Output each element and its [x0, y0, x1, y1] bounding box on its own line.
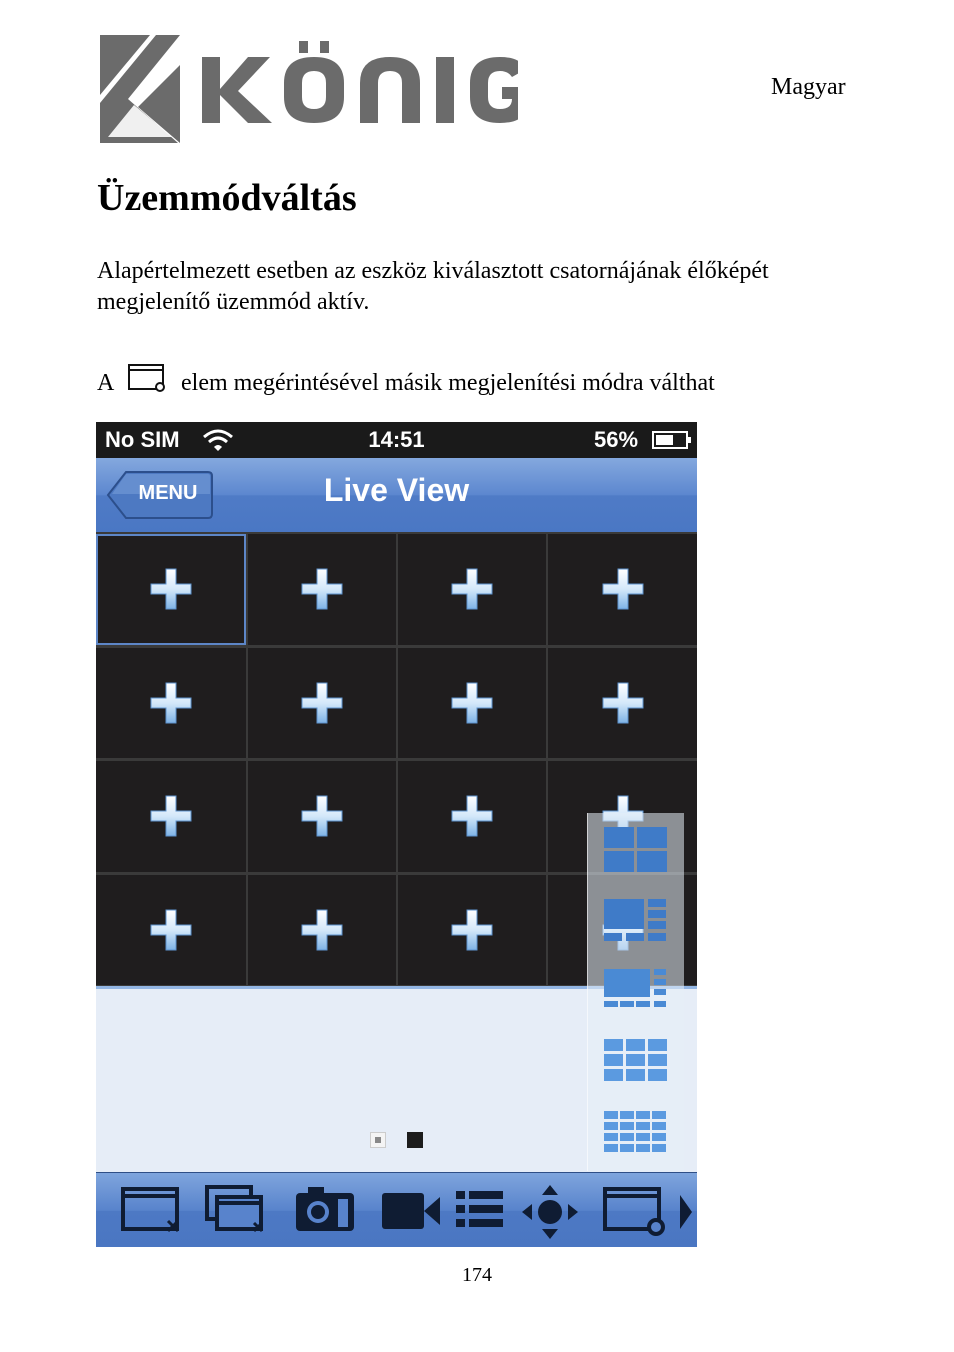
clock-label: 14:51: [368, 427, 425, 452]
instruction-suffix: elem megérintésével másik megjelenítési módra válthat: [181, 370, 715, 396]
plus-icon: [450, 794, 494, 838]
nav-bar: [96, 458, 697, 533]
carrier-label: No SIM: [105, 427, 180, 452]
channel-cell[interactable]: [96, 648, 246, 759]
channel-cell[interactable]: [548, 648, 697, 759]
phone-screenshot: [96, 422, 697, 1247]
layout-mode-panel: [587, 813, 684, 1171]
plus-icon: [300, 681, 344, 725]
layout-switch-icon[interactable]: [602, 1185, 666, 1239]
close-channel-icon[interactable]: [120, 1185, 184, 1239]
8-split-icon[interactable]: [588, 961, 684, 1021]
layout-switch-icon: [127, 362, 167, 394]
channel-cell[interactable]: [398, 761, 546, 872]
ptz-icon[interactable]: [520, 1185, 584, 1239]
6-split-icon[interactable]: [588, 891, 684, 951]
channel-cell[interactable]: [548, 534, 697, 645]
plus-icon: [149, 567, 193, 611]
plus-icon: [450, 908, 494, 952]
nav-title: Live View: [323, 472, 470, 508]
16-split-icon[interactable]: [588, 1103, 684, 1163]
channel-cell[interactable]: [248, 648, 396, 759]
channel-cell[interactable]: [398, 648, 546, 759]
channel-cell[interactable]: [96, 875, 246, 986]
close-all-icon[interactable]: [204, 1185, 268, 1239]
intro-paragraph: Alapértelmezett esetben az eszköz kiválasztott csatornájának élőképét megjelenítő üzemmód aktív.: [97, 258, 769, 315]
channel-cell[interactable]: [248, 534, 396, 645]
channel-cell[interactable]: [398, 534, 546, 645]
battery-percent: 56%: [594, 427, 639, 452]
plus-icon: [450, 681, 494, 725]
plus-icon: [300, 567, 344, 611]
plus-icon: [149, 794, 193, 838]
4-split-icon[interactable]: [588, 819, 684, 879]
status-bar: [96, 422, 697, 458]
plus-icon: [601, 681, 645, 725]
9-split-icon[interactable]: [588, 1031, 684, 1091]
plus-icon: [300, 908, 344, 952]
page-number: 174: [462, 1264, 492, 1286]
instruction-line: [97, 362, 715, 398]
channel-cell[interactable]: [248, 875, 396, 986]
menu-button-label: MENU: [138, 482, 198, 504]
battery-icon: [652, 431, 692, 449]
list-icon[interactable]: [454, 1185, 518, 1239]
channel-cell[interactable]: [248, 761, 396, 872]
plus-icon: [601, 567, 645, 611]
page-dot-2[interactable]: [407, 1132, 423, 1148]
channel-cell[interactable]: [398, 875, 546, 986]
next-arrow-icon[interactable]: [676, 1185, 696, 1239]
instruction-prefix: A: [97, 370, 114, 396]
plus-icon: [300, 794, 344, 838]
record-icon[interactable]: [380, 1185, 444, 1239]
channel-cell[interactable]: [96, 761, 246, 872]
plus-icon: [149, 681, 193, 725]
section-title: Üzemmódváltás: [97, 177, 357, 219]
page-dot-1[interactable]: [370, 1132, 386, 1148]
konig-logo: [98, 33, 518, 145]
snapshot-icon[interactable]: [294, 1185, 358, 1239]
channel-cell[interactable]: [96, 534, 246, 645]
language-label: Magyar: [771, 74, 846, 100]
bottom-toolbar: [96, 1172, 697, 1247]
plus-icon: [450, 567, 494, 611]
plus-icon: [149, 908, 193, 952]
